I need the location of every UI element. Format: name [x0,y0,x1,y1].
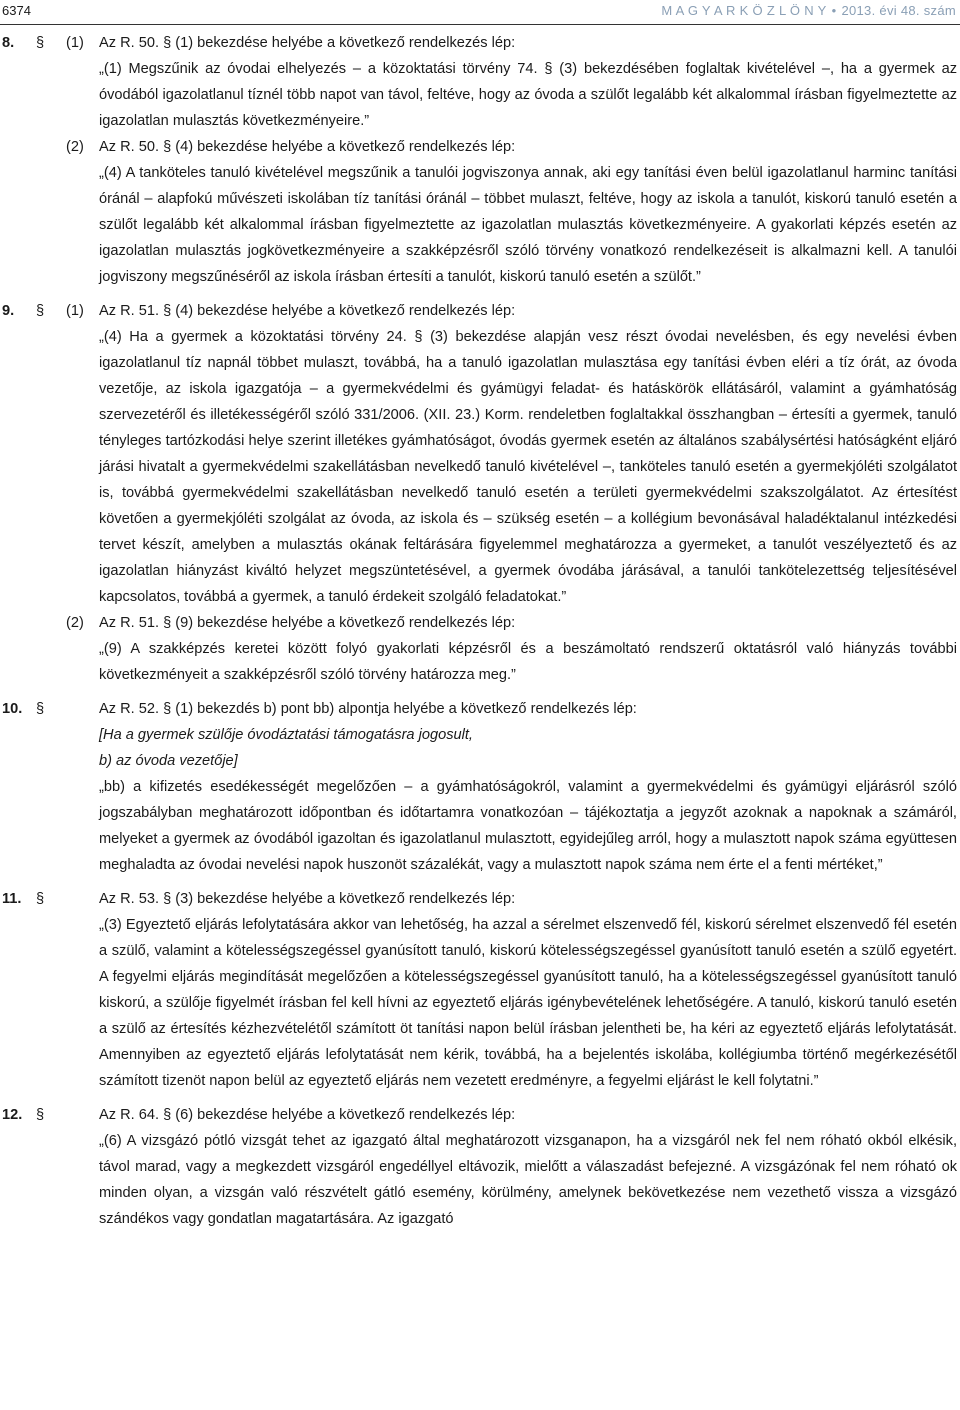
subsection-number: (1) [66,35,84,51]
section-number: 12. [2,1107,23,1123]
section-number: 9. [2,303,15,319]
page-header [0,0,960,22]
quoted-provision: „(4) Ha a gyermek a közoktatási törvény 24. § (3) bekezdése alapján vesz részt óvodai nevelésben, és egy nevelési évben igazolatlanul tíz napnál többet mulaszt, továbbá, ha a tanuló igazolatlan mulasztása egy tanítási évben eléri a tíz órát, az óvoda vezetője, az iskola igazgatója – a gyermekvédelmi és gyámügyi feladat- és hatáskörök ellátásáról, valamint a gyámhatóság szervezetéről és illetékességéről szóló 331/2006. (XII. 23.) Korm. rendeletben foglaltakkal összhangban – értesíti a gyermek, tanuló tényleges tartózkodási helye szerint illetékes gyámhatóságot, óvodás gyermek esetén az általános szabálysértési hatóságként eljáró járási hivatalt a gyermekvédelmi szakellátásban nevelkedő tanuló kivételével –, tanköteles tanuló esetén a gyermekjóléti szolgálatot is, továbbá gyermekvédelmi szakellátásban nevelkedő tanuló esetén a területi gyermekvédelmi szakszolgálatot. Az értesítést követően a gyermekjóléti szolgálat az óvoda, az iskola és – szükség esetén – a kollégium bevonásával haladéktalanul intézkedési tervet készít, amelyben a mulasztás okának feltárására figyelemmel meghatározza a gyermeket, a tanulót veszélyeztető és az igazolatlan hiányzást kiváltó helyzet megszüntetésével, a gyermek óvodába járásával, a tanulói tankötelezettség teljesítésével kapcsolatos, továbbá a gyermek, a tanuló érdekeit szolgáló feladatokat.” [99,329,957,605]
section-heading [0,610,960,636]
quoted-provision: „(3) Egyeztető eljárás lefolytatására akkor van lehetőség, ha azzal a sérelmet elszenvedő fél, kiskorú sérelmet elszenvedő fél esetén a szülő, valamint a kötelességszegéssel gyanúsított tanuló, kiskorú kötelességszegéssel gyanúsított tanuló esetén a szülő egyetért. A fegyelmi eljárás megindítását megelőzően a kötelességszegéssel gyanúsított tanuló, ha a kötelességszegéssel gyanúsított tanuló kiskorú, a szülője figyelmét írásban fel kell hívni az egyeztető eljárás igénybevételének lehetőségére. A tanuló, kiskorú tanuló esetén a szülő az értesítés kézhezvételétől számított öt tanítási napon belül írásban jelentheti be, ha kéri az egyeztető eljárás lefolytatását. Amennyiben az egyeztető eljárás lefolytatását nem kérik, továbbá, ha a bejelentés iskolába, kollégiumba történő megérkezésétől számított tizenöt napon belül az egyeztető eljárás nem vezetett eredményre, a fegyelmi eljárást le kell folytatni.” [99,917,957,1089]
section-heading [0,298,960,324]
quoted-provision: „(9) A szakképzés keretei között folyó gyakorlati képzésről és a beszámoltató rendszerű oktatásról való hiányzás további következményeit a szakképzésről szóló törvény határozza meg.” [99,641,957,683]
section-heading [0,696,960,722]
journal-name: M A G Y A R K Ö Z L Ö N Y [661,3,827,18]
section-number: 10. [2,701,23,717]
section-symbol: § [36,1107,45,1123]
quoted-provision: „(4) A tanköteles tanuló kivételével megszűnik a tanulói jogviszonya annak, aki egy tanítási éven belül igazolatlanul harminc tanítási óránál – alapfokú művészeti iskolában tíz tanítási óránál – többet mulaszt, feltéve, hogy az iskola a tanulót, kiskorú tanuló esetén a szülőt legalább két alkalommal írásban figyelmeztette az igazolatlan mulasztás következményeire. A gyakorlati képzés esetén az igazolatlan mulasztás jogkövetkezményeire a szakképzésről szóló törvény vonatkozó rendelkezéseit is alkalmazni kell. A tanulói jogviszony megszűnéséről az iskola írásban értesíti a tanulót, kiskorú tanuló esetén a szülőt.” [99,165,957,285]
document-body [0,30,960,1232]
quoted-provision: „(6) A vizsgázó pótló vizsgát tehet az igazgató által meghatározott vizsganapon, ha a vizsgáról nek fel nem róható okból elkésik, távol marad, vagy a megkezdett vizsgáról engedéllyel eltávozik, mielőtt a válaszadást befejezné. A vizsgázónak fel nem róható ok minden olyan, a vizsgán való részvételt gátló esemény, körülmény, amelynek bekövetkezése nem vezethető vissza a vizsgázó szándékos vagy gondatlan magatartására. Az igazgató [99,1133,957,1227]
amendment-intro: Az R. 50. § (1) bekezdése helyébe a következő rendelkezés lép: [99,35,516,51]
journal-title [661,0,956,22]
amendment-intro: Az R. 53. § (3) bekezdése helyébe a következő rendelkezés lép: [99,891,516,907]
amendment-intro: Az R. 51. § (9) bekezdése helyébe a következő rendelkezés lép: [99,615,516,631]
section-symbol: § [36,701,45,717]
section-symbol: § [36,891,45,907]
quoted-provision: „(1) Megszűnik az óvodai elhelyezés – a közoktatási törvény 74. § (3) bekezdésében foglaltak kivételével –, ha a gyermek az óvodából igazolatlanul tíznél több napot van távol, feltéve, hogy az óvoda a szülőt legalább két alkalommal írásban figyelmeztette az igazolatlan mulasztás következményeire.” [99,61,957,129]
section-symbol: § [36,35,45,51]
section-heading [0,1102,960,1128]
section-number: 11. [2,891,22,907]
context-line: [Ha a gyermek szülője óvodáztatási támogatásra jogosult, [99,727,473,743]
section-symbol: § [36,303,45,319]
quoted-provision: „bb) a kifizetés esedékességét megelőzően – a gyámhatóságokról, valamint a gyermekvédelmi és gyámügyi eljárásról szóló jogszabályban meghatározott időpontban és időtartamra vonatkozóan – tájékoztatja a jegyzőt azoknak a napoknak a számáról, melyeket a gyermek az óvodából igazoltan és igazolatlanul mulasztott, egyidejűleg arról, hogy a mulasztott napok száma együttesen meghaladta az óvodai nevelési napok huszonöt százalékát, vagy a mulasztott napok száma nem érte el a fenti mértéket,” [99,779,957,873]
page-number: 6374 [2,3,31,18]
context-line: b) az óvoda vezetője] [99,753,238,769]
amendment-intro: Az R. 52. § (1) bekezdés b) pont bb) alpontja helyébe a következő rendelkezés lép: [99,701,637,717]
header-rule [0,24,960,25]
subsection-number: (1) [66,303,84,319]
issue-label: 2013. évi 48. szám [841,3,956,18]
amendment-intro: Az R. 51. § (4) bekezdése helyébe a következő rendelkezés lép: [99,303,516,319]
amendment-intro: Az R. 50. § (4) bekezdése helyébe a következő rendelkezés lép: [99,139,516,155]
section-number: 8. [2,35,15,51]
subsection-number: (2) [66,139,84,155]
subsection-number: (2) [66,615,84,631]
separator-dot-icon: • [831,3,837,18]
amendment-intro: Az R. 64. § (6) bekezdése helyébe a következő rendelkezés lép: [99,1107,516,1123]
section-heading [0,886,960,912]
section-heading [0,134,960,160]
section-heading [0,30,960,56]
